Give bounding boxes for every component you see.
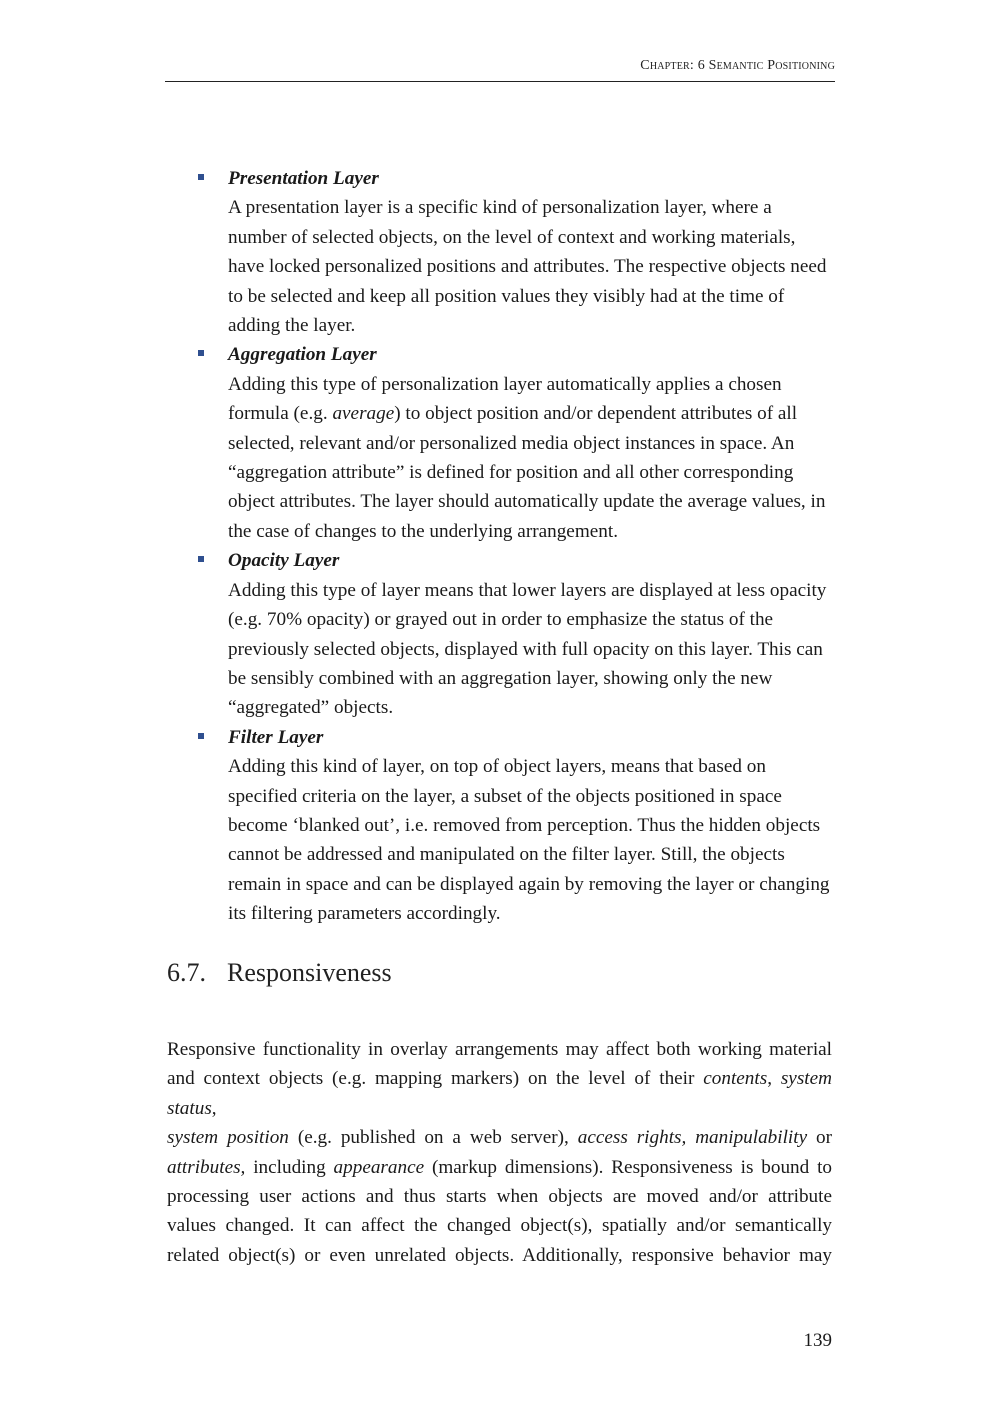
text-segment: A presentation layer is a specific kind of personalization layer, where a xyxy=(228,197,772,219)
square-bullet-icon xyxy=(198,174,204,180)
emphasis-text: system status xyxy=(167,1068,832,1119)
emphasis-text: system position xyxy=(167,1127,289,1149)
section-title: Responsiveness xyxy=(227,958,392,987)
text-segment: ) to object position and/or dependent attributes of all xyxy=(394,403,798,425)
text-segment: remain in space and can be displayed again by removing the layer or changing xyxy=(228,873,830,895)
text-segment: be sensibly combined with an aggregation layer, showing only the new xyxy=(228,667,773,689)
text-line xyxy=(228,252,836,281)
text-segment: number of selected objects, on the level of context and working materials, xyxy=(228,226,796,248)
text-line xyxy=(228,311,836,340)
text-line xyxy=(167,1153,832,1182)
text-line xyxy=(167,1064,832,1123)
text-segment: and context objects (e.g. mapping markers) on the level of their xyxy=(167,1068,704,1090)
emphasis-text: attributes, xyxy=(167,1156,246,1178)
text-segment: or xyxy=(807,1127,833,1149)
text-line xyxy=(228,693,836,722)
text-line xyxy=(167,1211,832,1240)
square-bullet-icon xyxy=(198,556,204,562)
square-bullet-icon xyxy=(198,350,204,356)
text-line xyxy=(228,605,836,634)
list-item xyxy=(196,723,836,929)
text-segment: processing user actions and thus starts when objects are moved and/or attribute xyxy=(167,1186,832,1208)
text-segment: its filtering parameters accordingly. xyxy=(228,903,501,925)
list-item-title: Filter Layer xyxy=(228,726,324,748)
text-line xyxy=(228,870,836,899)
text-line xyxy=(228,399,836,428)
emphasis-text: average xyxy=(332,403,395,425)
text-line xyxy=(228,899,836,928)
text-line xyxy=(228,429,836,458)
layer-types-list xyxy=(196,164,836,929)
text-line xyxy=(228,811,836,840)
text-segment: “aggregation attribute” is defined for position and all other corresponding xyxy=(228,462,794,484)
text-segment: (markup dimensions). Responsiveness is bound to xyxy=(424,1156,832,1178)
section-number: 6.7. xyxy=(167,958,206,987)
list-item-title: Aggregation Layer xyxy=(228,344,377,366)
text-segment: cannot be addressed and manipulated on the filter layer. Still, the objects xyxy=(228,844,785,866)
text-segment: including xyxy=(245,1156,334,1178)
text-line xyxy=(167,1035,832,1064)
text-segment: have locked personalized positions and attributes. The respective objects need xyxy=(228,256,827,278)
text-segment: become ‘blanked out’, i.e. removed from perception. Thus the hidden objects xyxy=(228,814,821,836)
text-segment: related object(s) or even unrelated objects. Additionally, responsive behavior may xyxy=(167,1244,832,1266)
text-line xyxy=(228,487,836,516)
text-segment: values changed. It can affect the changed object(s), spatially and/or semantically xyxy=(167,1215,832,1237)
text-segment: , xyxy=(767,1068,781,1090)
list-item xyxy=(196,340,836,546)
text-segment: to be selected and keep all position values they visibly had at the time of xyxy=(228,285,785,307)
square-bullet-icon xyxy=(198,733,204,739)
header-rule xyxy=(165,81,835,82)
text-line xyxy=(167,1182,832,1211)
list-item xyxy=(196,546,836,722)
text-line xyxy=(228,782,836,811)
text-line xyxy=(228,370,836,399)
text-line xyxy=(167,1123,832,1152)
emphasis-text: appearance xyxy=(333,1156,425,1178)
list-item-title: Opacity Layer xyxy=(228,550,340,572)
text-segment: the case of changes to the underlying arrangement. xyxy=(228,520,618,542)
list-item-title: Presentation Layer xyxy=(228,168,379,189)
list-item xyxy=(196,164,836,340)
text-segment: Adding this type of personalization layer automatically applies a chosen xyxy=(228,373,782,395)
text-line xyxy=(228,282,836,311)
text-segment: Responsive functionality in overlay arrangements may affect both working material xyxy=(167,1039,832,1060)
text-segment: specified criteria on the layer, a subset of the objects positioned in space xyxy=(228,785,782,807)
text-line xyxy=(228,193,836,222)
text-segment: formula (e.g. xyxy=(228,403,333,425)
section-heading xyxy=(167,958,392,988)
text-segment: Adding this kind of layer, on top of object layers, means that based on xyxy=(228,756,766,778)
text-segment: Adding this type of layer means that lower layers are displayed at less opacity xyxy=(228,579,827,601)
text-segment: selected, relevant and/or personalized media object instances in space. An xyxy=(228,432,795,454)
text-line xyxy=(228,517,836,546)
text-segment: previously selected objects, displayed with full opacity on this layer. This can xyxy=(228,638,823,660)
text-line xyxy=(228,635,836,664)
text-line xyxy=(228,840,836,869)
emphasis-text: contents xyxy=(703,1068,768,1090)
text-segment: (e.g. 70% opacity) or grayed out in order to emphasize the status of the xyxy=(228,609,774,631)
text-line xyxy=(228,752,836,781)
emphasis-text: access rights, manipulability xyxy=(577,1127,808,1149)
text-segment: object attributes. The layer should automatically update the average values, in xyxy=(228,491,826,513)
text-line xyxy=(228,223,836,252)
text-line xyxy=(228,458,836,487)
text-line xyxy=(228,576,836,605)
running-header: Chapter: 6 Semantic Positioning xyxy=(640,58,835,73)
text-segment: “aggregated” objects. xyxy=(228,697,394,719)
text-line xyxy=(167,1241,832,1270)
body-paragraph xyxy=(167,1035,832,1270)
page-number: 139 xyxy=(803,1330,832,1351)
text-segment: , xyxy=(211,1097,217,1119)
text-segment: (e.g. published on a web server), xyxy=(288,1127,578,1149)
text-line xyxy=(228,664,836,693)
text-segment: adding the layer. xyxy=(228,315,356,337)
